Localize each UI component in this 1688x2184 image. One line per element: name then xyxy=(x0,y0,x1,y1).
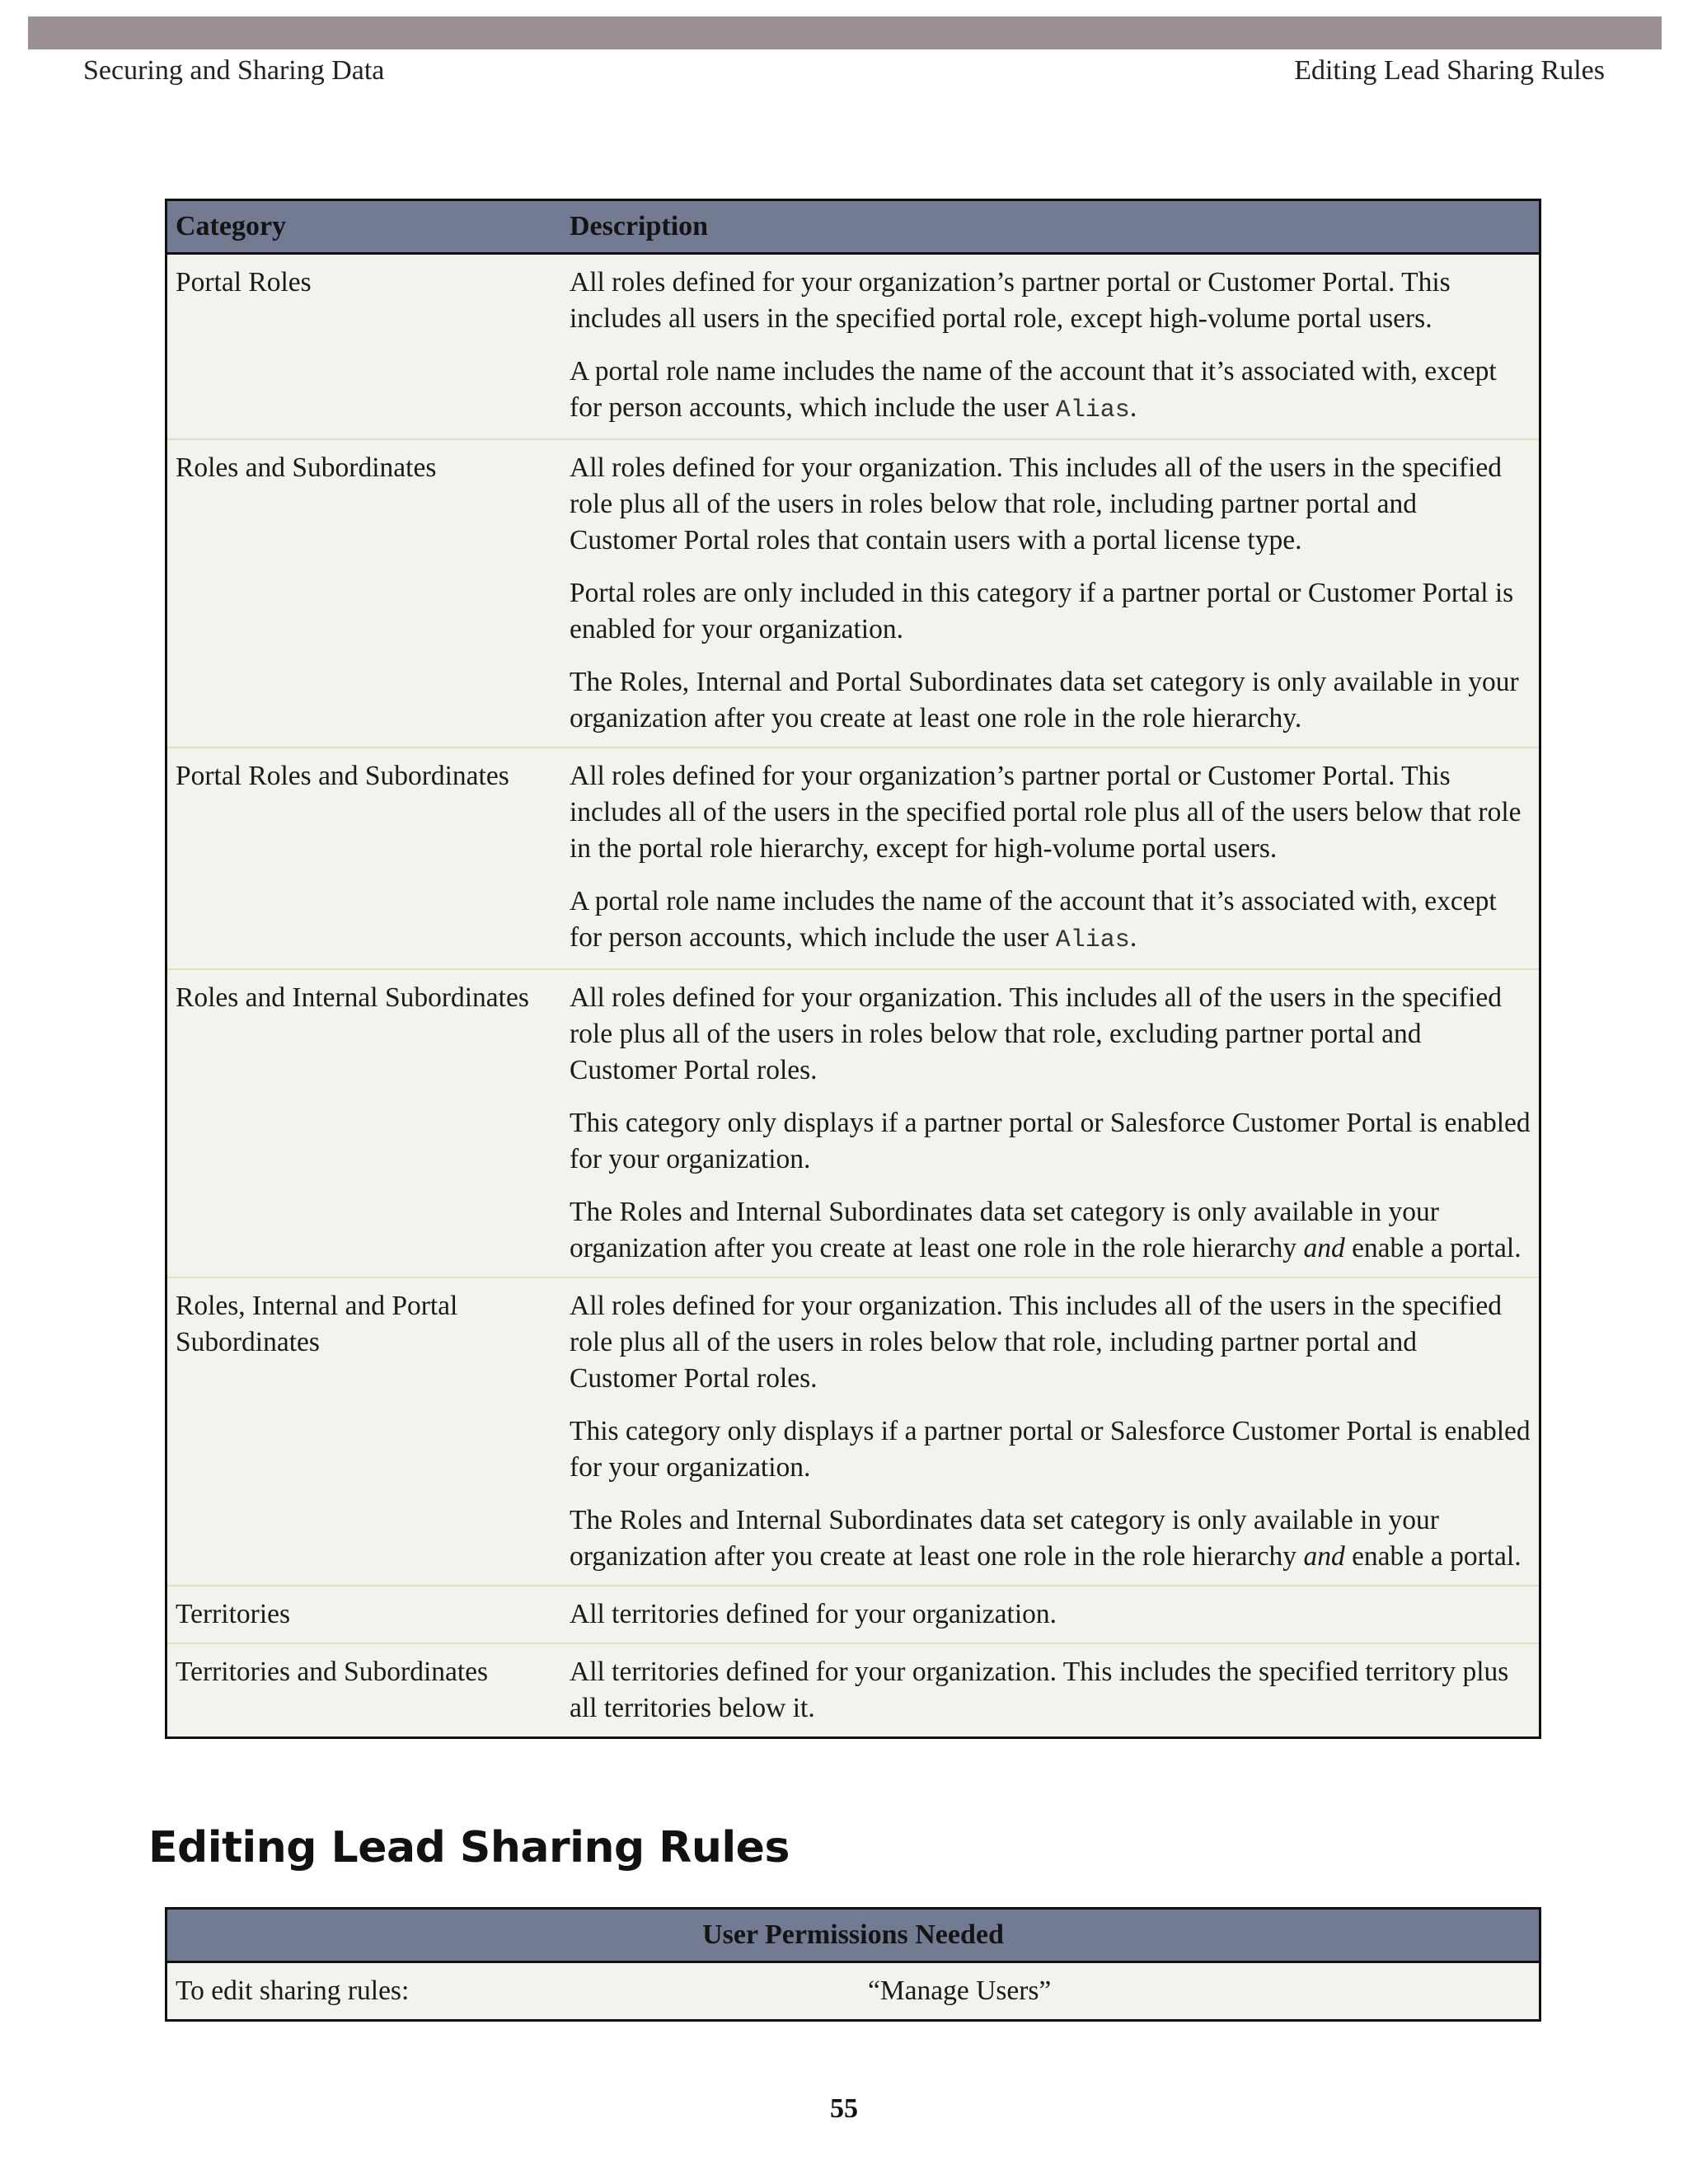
category-cell: Roles and Subordinates xyxy=(166,439,562,748)
category-cell: Portal Roles xyxy=(176,267,312,298)
category-table-header-row xyxy=(166,200,1540,254)
description-paragraph: All territories defined for your organization. xyxy=(570,1599,1057,1629)
description-cell xyxy=(561,748,1540,969)
text-run: . xyxy=(1129,922,1137,953)
table-row xyxy=(166,1962,1540,2021)
description-paragraph: All roles defined for your organization. This includes all of the users in the specified role plus all of the users in roles below that role, including partner portal and Customer Portal roles. xyxy=(570,1291,1502,1394)
description-cell xyxy=(561,1586,1540,1643)
running-head-section: Securing and Sharing Data xyxy=(83,55,385,86)
emphasis: and xyxy=(1303,1233,1345,1263)
table-row xyxy=(166,1277,1540,1586)
text-run: A portal role name includes the name of the account that it’s associated with, except for person accounts, which include the user xyxy=(570,886,1497,953)
description-paragraph: All roles defined for your organization’s partner portal or Customer Portal. This includes all of the users in the specified portal role plus all of the users below that role in the portal role hierarchy, except for high-volume portal users. xyxy=(570,761,1522,864)
table-row xyxy=(166,748,1540,969)
category-cell: Territories and Subordinates xyxy=(166,1643,562,1738)
description-paragraph xyxy=(570,1194,1531,1267)
text-run: . xyxy=(1129,392,1137,423)
text-run: enable a portal. xyxy=(1344,1233,1522,1263)
running-head-topic: Editing Lead Sharing Rules xyxy=(1294,55,1605,86)
alias-field-name: Alias xyxy=(1055,926,1130,954)
text-run: The Roles and Internal Subordinates data set category is only available in your organization after you create at least one role in the role hierarchy xyxy=(570,1505,1439,1572)
description-paragraph: The Roles, Internal and Portal Subordinates data set category is only available in your organization after you create at least one role in the role hierarchy. xyxy=(570,667,1519,733)
table-row xyxy=(166,1586,1540,1643)
page-number: 55 xyxy=(830,2093,858,2124)
category-table xyxy=(165,199,1541,1739)
alias-field-name: Alias xyxy=(1055,396,1130,424)
permissions-table xyxy=(165,1907,1541,2022)
description-paragraph xyxy=(570,883,1531,958)
table-row xyxy=(166,439,1540,748)
description-cell xyxy=(561,1277,1540,1586)
permissions-header: User Permissions Needed xyxy=(166,1909,1540,1962)
permission-task-cell: To edit sharing rules: xyxy=(176,1975,410,2006)
description-cell xyxy=(561,439,1540,748)
description-paragraph xyxy=(570,354,1531,429)
category-cell: Roles, Internal and Portal Subordinates xyxy=(166,1277,562,1586)
description-paragraph: All territories defined for your organization. This includes the specified territory plus all territories below it. xyxy=(570,1657,1509,1723)
description-paragraph: Portal roles are only included in this category if a partner portal or Customer Portal is enabled for your organization. xyxy=(570,578,1514,644)
table-row xyxy=(166,1643,1540,1738)
description-cell xyxy=(561,1643,1540,1738)
permission-value-cell: “Manage Users” xyxy=(868,1975,1052,2006)
description-paragraph: This category only displays if a partner portal or Salesforce Customer Portal is enabled for your organization. xyxy=(570,1108,1531,1174)
permissions-header-row xyxy=(166,1909,1540,1962)
table-row xyxy=(166,969,1540,1277)
column-header-category: Category xyxy=(166,200,562,254)
description-paragraph xyxy=(570,1502,1531,1575)
description-cell xyxy=(561,254,1540,440)
description-paragraph: All roles defined for your organization. This includes all of the users in the specified role plus all of the users in roles below that role, including partner portal and Customer Portal roles that contain users with a portal license type. xyxy=(570,452,1502,555)
description-paragraph: All roles defined for your organization. This includes all of the users in the specified role plus all of the users in roles below that role, excluding partner portal and Customer Portal roles. xyxy=(570,982,1502,1085)
category-cell: Roles and Internal Subordinates xyxy=(166,969,562,1277)
description-cell xyxy=(561,969,1540,1277)
text-run: The Roles and Internal Subordinates data set category is only available in your organization after you create at least one role in the role hierarchy xyxy=(570,1197,1439,1263)
table-row xyxy=(166,254,1540,440)
column-header-description: Description xyxy=(561,200,1540,254)
category-cell: Territories xyxy=(166,1586,562,1643)
description-paragraph: This category only displays if a partner portal or Salesforce Customer Portal is enabled for your organization. xyxy=(570,1416,1531,1483)
section-heading: Editing Lead Sharing Rules xyxy=(148,1823,790,1872)
header-bar xyxy=(28,16,1662,49)
text-run: A portal role name includes the name of the account that it’s associated with, except for person accounts, which include the user xyxy=(570,356,1497,423)
category-cell: Portal Roles and Subordinates xyxy=(166,748,562,969)
text-run: enable a portal. xyxy=(1344,1541,1522,1572)
description-paragraph: All roles defined for your organization’s partner portal or Customer Portal. This includes all users in the specified portal role, except high-volume portal users. xyxy=(570,267,1451,334)
emphasis: and xyxy=(1303,1541,1345,1572)
